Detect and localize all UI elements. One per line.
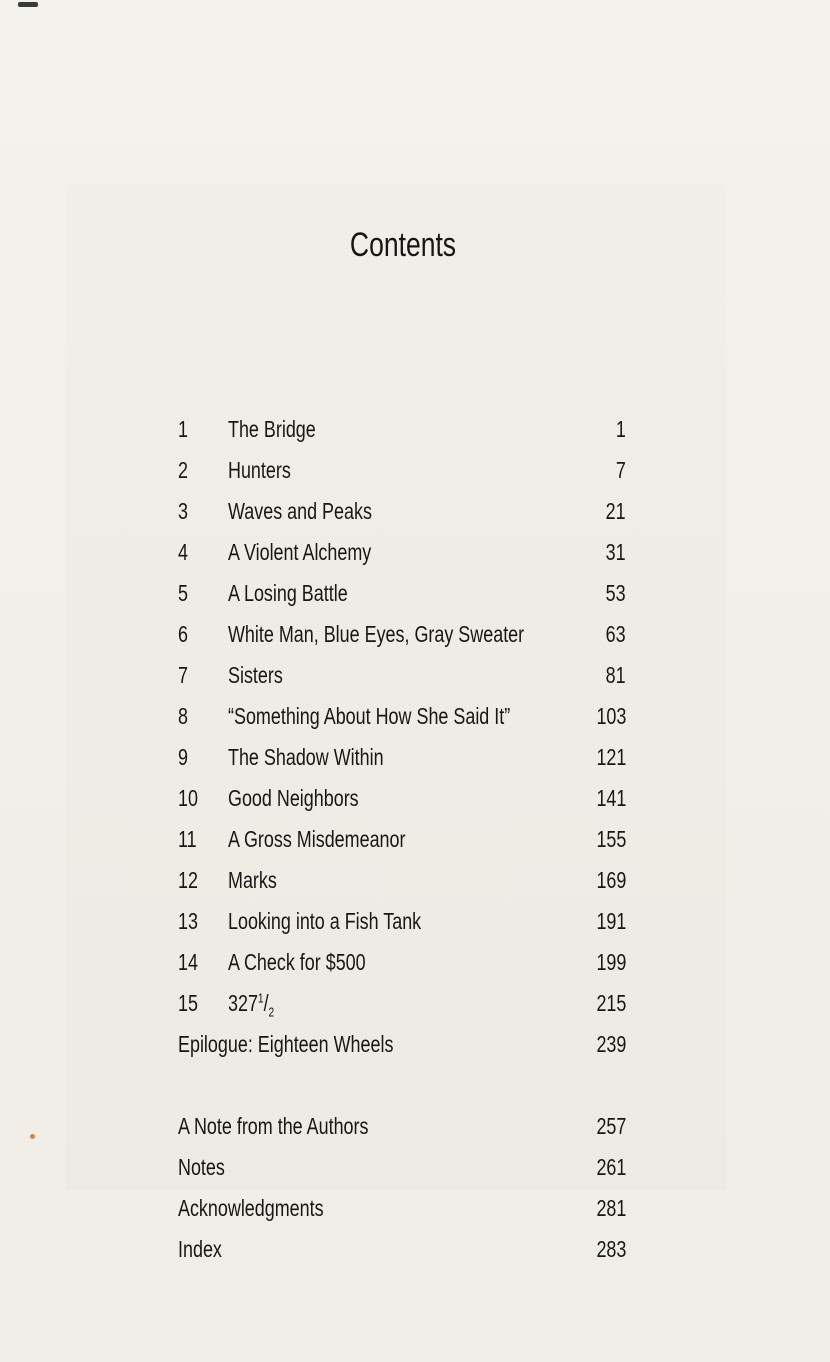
toc-entry <box>178 580 626 610</box>
chapter-number: 13 <box>178 908 198 934</box>
page-number: 215 <box>596 990 626 1016</box>
toc-entry <box>178 785 626 815</box>
page-number: 257 <box>596 1113 626 1139</box>
page-number: 1 <box>616 416 626 442</box>
toc-entry <box>178 949 626 979</box>
toc-entry-back-matter <box>178 1154 626 1184</box>
chapter-title: Hunters <box>228 457 291 483</box>
page-number: 141 <box>596 785 626 811</box>
toc-entry <box>178 662 626 692</box>
page-number: 63 <box>606 621 626 647</box>
chapter-number: 15 <box>178 990 198 1016</box>
toc-entry <box>178 498 626 528</box>
chapter-title: White Man, Blue Eyes, Gray Sweater <box>228 621 525 647</box>
chapter-number: 6 <box>178 621 188 647</box>
chapter-title: Marks <box>228 867 277 893</box>
chapter-title: A Gross Misdemeanor <box>228 826 406 852</box>
page-number: 121 <box>596 744 626 770</box>
contents-heading: Contents <box>349 226 457 264</box>
page-number: 169 <box>596 867 626 893</box>
chapter-number: 12 <box>178 867 198 893</box>
chapter-number: 4 <box>178 539 188 565</box>
chapter-title: A Losing Battle <box>228 580 348 606</box>
toc-entry <box>178 990 626 1020</box>
chapter-title: A Check for $500 <box>228 949 366 975</box>
toc-entry <box>178 703 626 733</box>
toc-entry <box>178 621 626 651</box>
chapter-number: 2 <box>178 457 188 483</box>
fraction-denominator: 2 <box>268 1004 275 1020</box>
epilogue-title: Epilogue: Eighteen Wheels <box>178 1031 394 1057</box>
page-number: 103 <box>596 703 626 729</box>
paper-spot <box>30 1134 35 1139</box>
chapter-title: Good Neighbors <box>228 785 359 811</box>
page-number: 53 <box>606 580 626 606</box>
toc-entry-epilogue <box>178 1031 626 1061</box>
back-matter-title: Acknowledgments <box>178 1195 324 1221</box>
toc-entry <box>178 539 626 569</box>
chapter-title: The Bridge <box>228 416 316 442</box>
page-number: 191 <box>596 908 626 934</box>
chapter-number: 11 <box>178 826 197 852</box>
chapter-title: The Shadow Within <box>228 744 384 770</box>
page-number: 283 <box>596 1236 626 1262</box>
toc-entry-back-matter <box>178 1236 626 1266</box>
page-number: 81 <box>606 662 626 688</box>
chapter-title: “Something About How She Said It” <box>228 703 511 729</box>
page-number: 21 <box>606 498 626 524</box>
page-number: 239 <box>596 1031 626 1057</box>
chapter-title: A Violent Alchemy <box>228 539 372 565</box>
chapter-number: 1 <box>178 416 188 442</box>
toc-entry-back-matter <box>178 1195 626 1225</box>
chapter-title: Looking into a Fish Tank <box>228 908 422 934</box>
toc-entry-back-matter <box>178 1113 626 1143</box>
back-matter-title: A Note from the Authors <box>178 1113 369 1139</box>
chapter-number: 10 <box>178 785 198 811</box>
chapter-number: 9 <box>178 744 188 770</box>
toc-entry <box>178 908 626 938</box>
chapter-title: $327^1/_2$ <box>228 990 275 1020</box>
page-number: 7 <box>616 457 626 483</box>
back-matter-title: Index <box>178 1236 222 1262</box>
chapter-number: 3 <box>178 498 188 524</box>
toc-entry <box>178 416 626 446</box>
toc-entry <box>178 867 626 897</box>
ink-smudge <box>18 2 38 7</box>
title-whole-number: 327 <box>228 990 258 1016</box>
chapter-number: 7 <box>178 662 188 688</box>
page-number: 31 <box>606 539 626 565</box>
chapter-number: 8 <box>178 703 188 729</box>
toc-entry <box>178 826 626 856</box>
page-number: 281 <box>596 1195 626 1221</box>
page-number: 199 <box>596 949 626 975</box>
chapter-number: 14 <box>178 949 198 975</box>
toc-entry <box>178 744 626 774</box>
chapter-number: 5 <box>178 580 188 606</box>
page-number: 155 <box>596 826 626 852</box>
toc-entry <box>178 457 626 487</box>
chapter-title: Waves and Peaks <box>228 498 372 524</box>
back-matter-title: Notes <box>178 1154 225 1180</box>
fraction-numerator: 1 <box>257 990 264 1006</box>
page-number: 261 <box>596 1154 626 1180</box>
chapter-title: Sisters <box>228 662 283 688</box>
